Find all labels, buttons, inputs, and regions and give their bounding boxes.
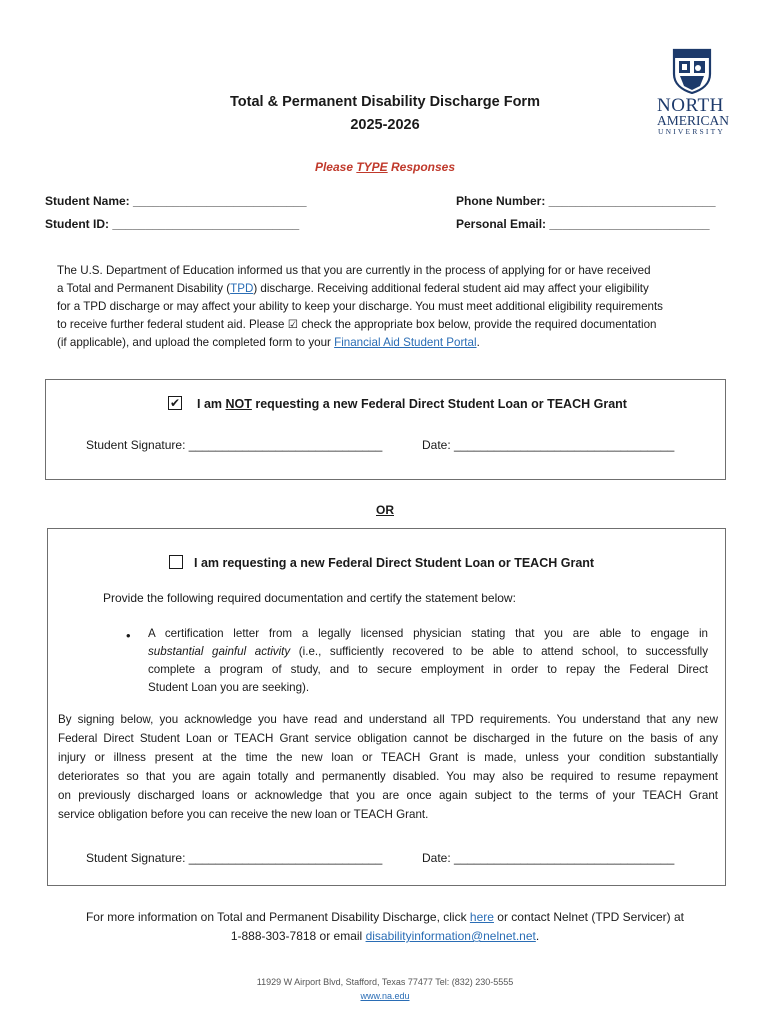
- date-field[interactable]: Date: _________________________________: [422, 851, 675, 865]
- bullet-line: A certification letter from a legally licensed physician stating that you are able to engage in: [148, 627, 708, 640]
- date-field[interactable]: Date: _________________________________: [422, 438, 675, 452]
- opt1-post: requesting a new Federal Direct Student Loan or TEACH Grant: [251, 397, 627, 411]
- phone-number-field[interactable]: Phone Number: _________________________: [456, 194, 716, 208]
- opt1-not: NOT: [225, 397, 252, 411]
- personal-email-field[interactable]: Personal Email: ________________________: [456, 217, 710, 231]
- bullet-line: complete a program of study, and to secure employment in order to repay the Federal Direct: [148, 663, 708, 676]
- provide-documentation-text: Provide the following required documentation and certify the statement below:: [103, 591, 516, 605]
- certification-statement: [58, 710, 718, 824]
- footer: [0, 975, 770, 1003]
- bullet-line: [148, 643, 708, 661]
- checkmark-icon: ✔: [169, 396, 181, 410]
- info-line: [0, 927, 770, 946]
- bullet-item: [148, 625, 708, 697]
- not-requesting-label: [197, 397, 627, 411]
- note-pre: Please: [314, 160, 357, 174]
- logo-line-university: UNIVERSITY: [658, 127, 725, 136]
- option-requesting-box: [47, 528, 726, 886]
- info-line: [0, 908, 770, 927]
- intro-text: ) discharge. Receiving additional federal student aid may affect your eligibility: [253, 282, 649, 295]
- student-name-field[interactable]: Student Name: __________________________: [45, 194, 307, 208]
- opt1-pre: I am: [197, 397, 226, 411]
- info-text: or contact Nelnet (TPD Servicer) at: [493, 910, 685, 924]
- statement-line: injury or illness present at the time the new loan or TEACH Grant is made, unless your condition substantially: [58, 751, 718, 764]
- intro-line: for a TPD discharge or may affect your ability to keep your discharge. You must meet additional eligibility requirements: [57, 300, 663, 313]
- bullet-emphasis: substantial gainful activity: [148, 645, 291, 658]
- statement-line: deteriorates so that you are again totally and permanently disabled. You may also be required to resume repayment: [58, 770, 718, 783]
- info-text: .: [535, 929, 540, 943]
- intro-line: [57, 334, 727, 352]
- form-year: 2025-2026: [350, 117, 420, 133]
- logo-line-american: AMERICAN: [657, 113, 730, 128]
- note-emphasis: TYPE: [356, 160, 388, 174]
- financial-aid-portal-link[interactable]: Financial Aid Student Portal: [334, 336, 477, 349]
- crest-icon: [672, 48, 712, 94]
- or-divider: [0, 503, 770, 517]
- email-link[interactable]: disabilityinformation@nelnet.net: [365, 929, 536, 943]
- note-post: Responses: [387, 160, 456, 174]
- student-id-field[interactable]: Student ID: ____________________________: [45, 217, 300, 231]
- form-title: Total & Permanent Disability Discharge Form: [230, 94, 540, 110]
- info-text: For more information on Total and Permanent Disability Discharge, click: [85, 910, 470, 924]
- here-link[interactable]: here: [469, 910, 494, 924]
- or-label: OR: [376, 503, 394, 517]
- website-link[interactable]: www.na.edu: [360, 991, 410, 1001]
- statement-line: By signing below, you acknowledge you have read and understand all TPD requirements. You understand that any new: [58, 713, 718, 726]
- student-signature-field[interactable]: Student Signature: _____________________________: [86, 438, 383, 452]
- statement-line: Federal Direct Student Loan or TEACH Grant service obligation cannot be discharged in the future on the basis of any: [58, 732, 718, 745]
- bullet-dot: •: [126, 628, 131, 643]
- more-information: [0, 908, 770, 946]
- tpd-link[interactable]: TPD: [230, 282, 254, 295]
- intro-paragraph: [57, 262, 727, 352]
- footer-address: 11929 W Airport Blvd, Stafford, Texas 77477 Tel: (832) 230-5555: [256, 977, 514, 987]
- intro-line: to receive further federal student aid. Please ☑ check the appropriate box below, provide the required documentation: [57, 318, 657, 331]
- statement-line: service obligation before you can receive the new loan or TEACH Grant.: [58, 808, 429, 821]
- requesting-checkbox[interactable]: [169, 555, 183, 569]
- intro-text: .: [476, 336, 480, 349]
- type-responses-note: [0, 160, 770, 174]
- not-requesting-checkbox[interactable]: [168, 396, 182, 410]
- requesting-label: I am requesting a new Federal Direct Student Loan or TEACH Grant: [194, 556, 595, 570]
- student-signature-field[interactable]: Student Signature: _____________________________: [86, 851, 383, 865]
- intro-line: [57, 280, 727, 298]
- bullet-line: Student Loan you are seeking).: [148, 681, 310, 694]
- info-text: 1-888-303-7818 or email: [230, 929, 366, 943]
- bullet-text: (i.e., sufficiently recovered to be able to attend school, to successfully: [290, 645, 708, 658]
- intro-text: (if applicable), and upload the completed form to your: [57, 336, 335, 349]
- logo-line-north: NORTH: [657, 95, 724, 116]
- option-not-requesting-box: [45, 379, 726, 480]
- intro-line: The U.S. Department of Education informed us that you are currently in the process of applying for or have received: [57, 264, 651, 277]
- intro-text: a Total and Permanent Disability (: [57, 282, 231, 295]
- statement-line: on previously discharged loans or acknowledge that you are once again subject to the terms of your TEACH Grant: [58, 789, 718, 802]
